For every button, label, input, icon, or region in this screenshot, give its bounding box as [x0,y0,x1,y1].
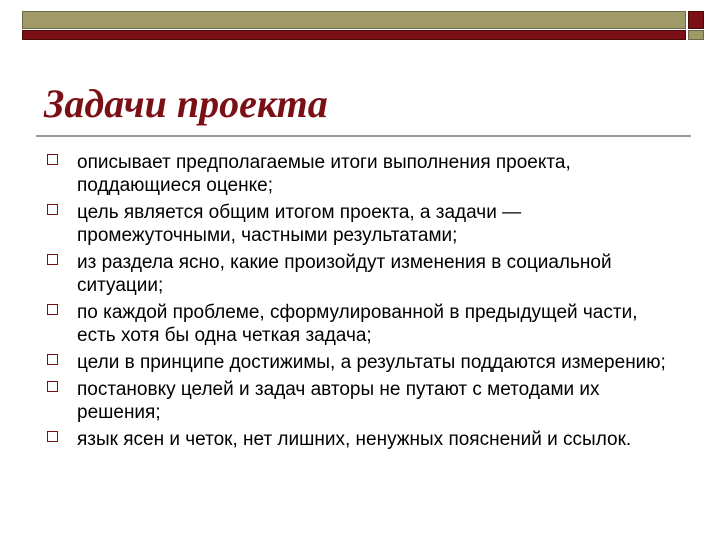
bullet-list [44,151,674,455]
square-bullet-icon [47,254,58,265]
bullet-item [44,351,674,374]
title-divider [36,135,691,137]
square-bullet-icon [47,304,58,315]
square-bullet-icon [47,431,58,442]
square-bullet-icon [47,354,58,365]
bullet-text: из раздела ясно, какие произойдут изменения в социальной ситуации; [77,252,612,296]
square-bullet-icon [47,154,58,165]
header-red-bar [22,30,686,40]
bullet-item [44,151,674,197]
bullet-item [44,428,674,451]
square-bullet-icon [47,204,58,215]
square-bullet-icon [47,381,58,392]
bullet-text: описывает предполагаемые итоги выполнения проекта, поддающиеся оценке; [77,152,571,196]
bullet-text: постановку целей и задач авторы не путают с методами их решения; [77,379,600,423]
bullet-item [44,378,674,424]
header-red-square [688,11,704,29]
header-olive-square [688,30,704,40]
bullet-text: язык ясен и четок, нет лишних, ненужных пояснений и ссылок. [77,429,632,450]
bullet-text: цели в принципе достижимы, а результаты поддаются измерению; [77,352,666,373]
slide-title: Задачи проекта [44,81,328,126]
bullet-text: цель является общим итогом проекта, а задачи — промежуточными, частными результатами; [77,202,522,246]
bullet-item [44,201,674,247]
header-olive-bar [22,11,686,29]
bullet-item [44,301,674,347]
bullet-text: по каждой проблеме, сформулированной в предыдущей части, есть хотя бы одна четкая задача; [77,302,638,346]
bullet-item [44,251,674,297]
